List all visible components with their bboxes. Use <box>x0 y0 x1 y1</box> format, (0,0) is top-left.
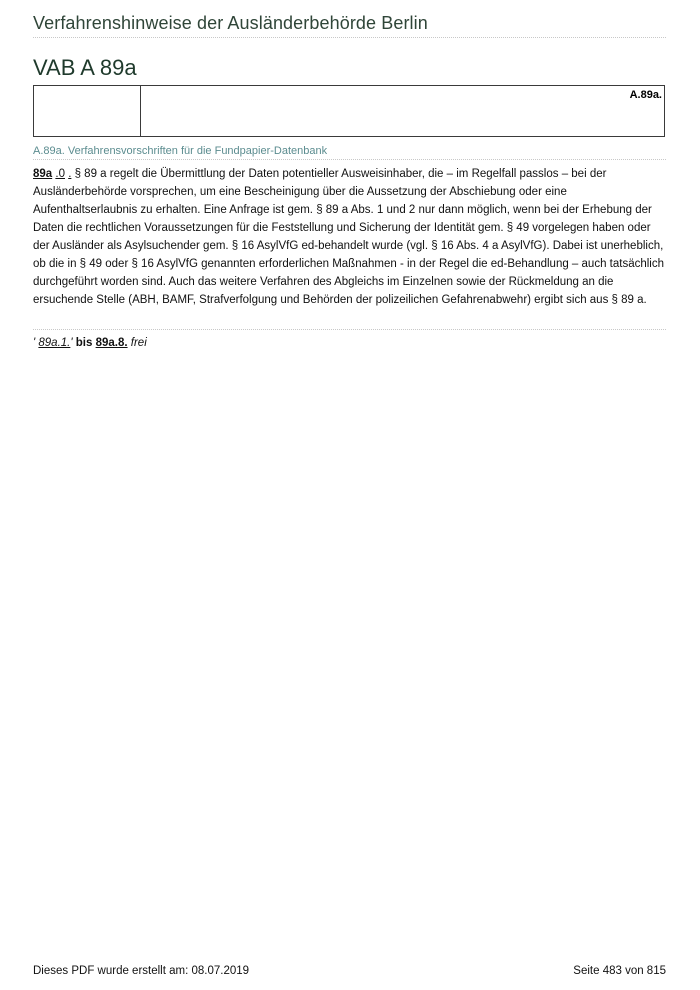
section-heading: A.89a. Verfahrensvorschriften für die Fundpapier-Datenbank <box>33 145 328 157</box>
footer-page-number: Seite 483 von 815 <box>573 965 666 977</box>
document-page <box>33 0 666 990</box>
body-paragraph <box>33 165 666 309</box>
header-divider <box>33 37 666 38</box>
paragraph-divider <box>33 329 666 330</box>
free-paragraphs-line <box>33 337 147 349</box>
box-label: A.89a. <box>629 89 662 101</box>
ref-start-link[interactable]: 89a.1. <box>38 337 71 349</box>
reference-box <box>33 85 665 137</box>
paragraph-dot-link[interactable]: . <box>68 168 72 180</box>
paragraph-text: § 89 a regelt die Übermittlung der Daten potentieller Ausweisinhaber, die – im Regelfall passlos – bei der Ausländerbehörde vorsprechen, um eine Bescheinigung über die Aussetzung der Abschiebung oder eine Aufenthaltserlaubnis zu erhalten. Eine Anfrage ist gem. § 89 a Abs. 1 und 2 nur dann möglich, wenn bei der Erhebung der Daten die rechtlichen Voraussetzungen für die Feststellung und Sicherung der Identität gem. § 49 vorgelegen haben oder der Ausländer als Asylsuchender gem. § 16 AsylVfG ed-behandelt wurde (vgl. § 16 Abs. 4 a AsylVfG). Dabei ist unerheblich, ob die in § 49 oder § 16 AsylVfG genannten erforderlichen Maßnahmen - in der Regel die ed-Behandlung – auch tatsächlich durchgeführt worden sind. Auch das weitere Verfahren des Abgleichs im Einzelnen sowie der Rückmeldung an die ersuchende Stelle (ABH, BAMF, Strafverfolgung und Behörden der polizeilichen Gefahrenabwehr) ergibt sich aus § 89 a. <box>33 168 664 306</box>
section-divider <box>33 159 666 160</box>
footer-created-date: Dieses PDF wurde erstellt am: 08.07.2019 <box>33 965 250 977</box>
bis-text: bis <box>72 337 96 349</box>
document-title: VAB A 89a <box>33 55 137 80</box>
paragraph-ref-link[interactable]: 89a <box>33 168 53 180</box>
box-divider <box>140 86 141 136</box>
quote-close: ' <box>70 337 73 349</box>
ref-end-link[interactable]: 89a.8. <box>95 337 128 349</box>
paragraph-subref-link[interactable]: .0 <box>55 168 65 180</box>
quote-open: ' <box>33 337 39 349</box>
header-title: Verfahrenshinweise der Ausländerbehörde Berlin <box>33 13 428 33</box>
frei-text: frei <box>127 337 147 349</box>
